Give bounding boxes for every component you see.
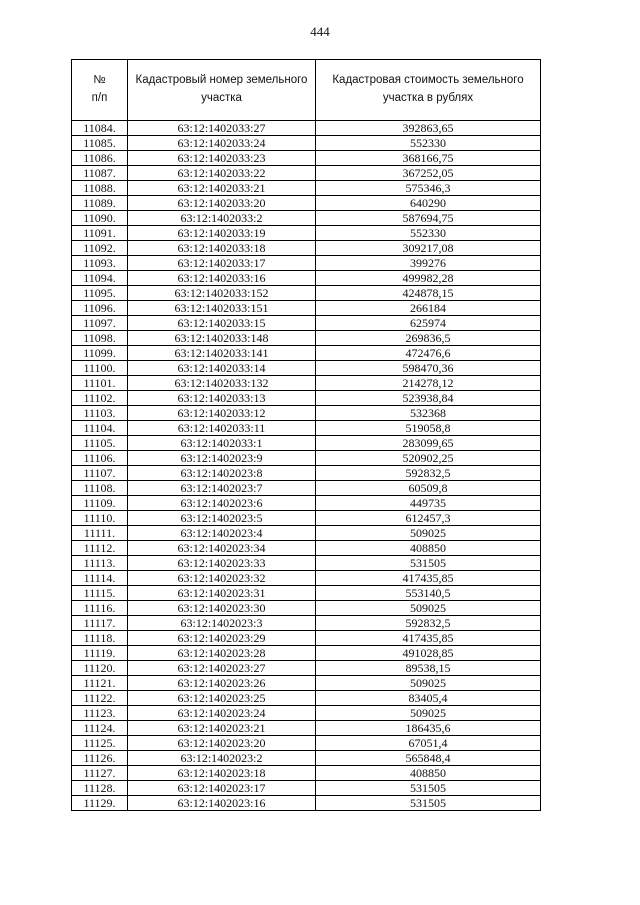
cadastral-value-cell: 592832,5	[316, 616, 541, 631]
cadastral-number-cell: 63:12:1402023:26	[128, 676, 316, 691]
cadastral-value-cell: 592832,5	[316, 466, 541, 481]
cadastral-number-cell: 63:12:1402033:19	[128, 226, 316, 241]
cadastral-number-cell: 63:12:1402023:34	[128, 541, 316, 556]
header-row	[72, 60, 541, 121]
table-row	[72, 511, 541, 526]
table-row	[72, 631, 541, 646]
table-row	[72, 241, 541, 256]
row-number-cell: 11097.	[72, 316, 128, 331]
cadastral-value-cell: 532368	[316, 406, 541, 421]
cadastral-value-cell: 640290	[316, 196, 541, 211]
cadastral-number-cell: 63:12:1402023:5	[128, 511, 316, 526]
cadastral-value-cell: 531505	[316, 796, 541, 811]
table-row	[72, 586, 541, 601]
cadastral-value-cell: 531505	[316, 781, 541, 796]
cadastral-number-cell: 63:12:1402023:2	[128, 751, 316, 766]
cadastral-value-cell: 309217,08	[316, 241, 541, 256]
row-number-cell: 11100.	[72, 361, 128, 376]
row-number-cell: 11110.	[72, 511, 128, 526]
cadastral-value-cell: 552330	[316, 136, 541, 151]
cadastral-value-cell: 214278,12	[316, 376, 541, 391]
table-row	[72, 136, 541, 151]
cadastral-value-cell: 67051,4	[316, 736, 541, 751]
cadastral-value-cell: 612457,3	[316, 511, 541, 526]
cadastral-value-cell: 367252,05	[316, 166, 541, 181]
table-row	[72, 616, 541, 631]
table-row	[72, 406, 541, 421]
table-row	[72, 166, 541, 181]
table-row	[72, 421, 541, 436]
cadastral-number-cell: 63:12:1402033:152	[128, 286, 316, 301]
table-row	[72, 121, 541, 136]
cadastral-number-cell: 63:12:1402033:151	[128, 301, 316, 316]
cadastral-number-cell: 63:12:1402023:6	[128, 496, 316, 511]
page-number: 444	[310, 24, 330, 39]
table-row	[72, 181, 541, 196]
cadastral-value-cell: 598470,36	[316, 361, 541, 376]
cadastral-number-cell: 63:12:1402023:32	[128, 571, 316, 586]
cadastral-number-cell: 63:12:1402033:14	[128, 361, 316, 376]
row-number-cell: 11102.	[72, 391, 128, 406]
cadastral-value-cell: 523938,84	[316, 391, 541, 406]
cadastral-value-cell: 509025	[316, 706, 541, 721]
table-row	[72, 151, 541, 166]
cadastral-number-cell: 63:12:1402023:30	[128, 601, 316, 616]
table-row	[72, 361, 541, 376]
table-row	[72, 376, 541, 391]
row-number-cell: 11089.	[72, 196, 128, 211]
cadastral-value-cell: 417435,85	[316, 571, 541, 586]
row-number-cell: 11104.	[72, 421, 128, 436]
row-number-cell: 11096.	[72, 301, 128, 316]
table-body	[72, 121, 541, 811]
cadastral-number-cell: 63:12:1402023:29	[128, 631, 316, 646]
row-number-cell: 11091.	[72, 226, 128, 241]
row-number-cell: 11124.	[72, 721, 128, 736]
row-number-cell: 11125.	[72, 736, 128, 751]
row-number-cell: 11112.	[72, 541, 128, 556]
row-number-cell: 11086.	[72, 151, 128, 166]
cadastral-number-cell: 63:12:1402023:18	[128, 766, 316, 781]
cadastral-number-cell: 63:12:1402023:24	[128, 706, 316, 721]
table-row	[72, 466, 541, 481]
cadastral-value-cell: 509025	[316, 526, 541, 541]
table-row	[72, 391, 541, 406]
cadastral-value-table	[71, 59, 541, 811]
cadastral-number-cell: 63:12:1402033:2	[128, 211, 316, 226]
cadastral-value-cell: 60509,8	[316, 481, 541, 496]
cadastral-number-cell: 63:12:1402023:25	[128, 691, 316, 706]
cadastral-value-cell: 519058,8	[316, 421, 541, 436]
table-row	[72, 796, 541, 811]
cadastral-value-cell: 531505	[316, 556, 541, 571]
cadastral-number-cell: 63:12:1402033:132	[128, 376, 316, 391]
cadastral-number-cell: 63:12:1402023:3	[128, 616, 316, 631]
cadastral-value-cell: 283099,65	[316, 436, 541, 451]
cadastral-number-cell: 63:12:1402033:27	[128, 121, 316, 136]
row-number-cell: 11119.	[72, 646, 128, 661]
table-row	[72, 721, 541, 736]
table-row	[72, 526, 541, 541]
table-row	[72, 331, 541, 346]
table-row	[72, 256, 541, 271]
cadastral-value-cell: 509025	[316, 601, 541, 616]
cadastral-value-cell: 392863,65	[316, 121, 541, 136]
cadastral-value-cell: 449735	[316, 496, 541, 511]
row-number-cell: 11108.	[72, 481, 128, 496]
table-row	[72, 601, 541, 616]
cadastral-number-cell: 63:12:1402033:24	[128, 136, 316, 151]
row-number-cell: 11093.	[72, 256, 128, 271]
row-number-cell: 11090.	[72, 211, 128, 226]
cadastral-number-cell: 63:12:1402023:20	[128, 736, 316, 751]
cadastral-number-cell: 63:12:1402023:8	[128, 466, 316, 481]
row-number-cell: 11095.	[72, 286, 128, 301]
cadastral-value-cell: 587694,75	[316, 211, 541, 226]
cadastral-number-cell: 63:12:1402033:1	[128, 436, 316, 451]
cadastral-number-cell: 63:12:1402023:21	[128, 721, 316, 736]
cadastral-value-cell: 499982,28	[316, 271, 541, 286]
cadastral-value-cell: 408850	[316, 766, 541, 781]
cadastral-value-cell: 552330	[316, 226, 541, 241]
header-cadastral-value: Кадастровая стоимость земельного участка в рублях	[316, 60, 541, 121]
cadastral-value-cell: 509025	[316, 676, 541, 691]
row-number-cell: 11121.	[72, 676, 128, 691]
row-number-cell: 11101.	[72, 376, 128, 391]
table-row	[72, 481, 541, 496]
cadastral-value-cell: 491028,85	[316, 646, 541, 661]
cadastral-number-cell: 63:12:1402023:16	[128, 796, 316, 811]
row-number-cell: 11099.	[72, 346, 128, 361]
cadastral-value-cell: 472476,6	[316, 346, 541, 361]
row-number-cell: 11126.	[72, 751, 128, 766]
row-number-cell: 11128.	[72, 781, 128, 796]
table-row	[72, 781, 541, 796]
cadastral-number-cell: 63:12:1402033:13	[128, 391, 316, 406]
row-number-cell: 11088.	[72, 181, 128, 196]
table-row	[72, 286, 541, 301]
cadastral-number-cell: 63:12:1402023:28	[128, 646, 316, 661]
table-row	[72, 451, 541, 466]
cadastral-value-cell: 520902,25	[316, 451, 541, 466]
table-row	[72, 301, 541, 316]
table-header	[72, 60, 541, 121]
table-row	[72, 766, 541, 781]
cadastral-number-cell: 63:12:1402023:27	[128, 661, 316, 676]
row-number-cell: 11105.	[72, 436, 128, 451]
row-number-cell: 11113.	[72, 556, 128, 571]
cadastral-number-cell: 63:12:1402033:18	[128, 241, 316, 256]
table-row	[72, 316, 541, 331]
table-row	[72, 541, 541, 556]
table-row	[72, 661, 541, 676]
table-row	[72, 691, 541, 706]
table-row	[72, 496, 541, 511]
table-row	[72, 706, 541, 721]
cadastral-number-cell: 63:12:1402033:17	[128, 256, 316, 271]
cadastral-value-cell: 368166,75	[316, 151, 541, 166]
row-number-cell: 11085.	[72, 136, 128, 151]
row-number-cell: 11116.	[72, 601, 128, 616]
cadastral-number-cell: 63:12:1402033:148	[128, 331, 316, 346]
row-number-cell: 11111.	[72, 526, 128, 541]
cadastral-value-cell: 408850	[316, 541, 541, 556]
cadastral-value-cell: 186435,6	[316, 721, 541, 736]
row-number-cell: 11098.	[72, 331, 128, 346]
cadastral-number-cell: 63:12:1402023:4	[128, 526, 316, 541]
table-row	[72, 436, 541, 451]
table-row	[72, 646, 541, 661]
table-row	[72, 196, 541, 211]
row-number-cell: 11094.	[72, 271, 128, 286]
cadastral-value-cell: 575346,3	[316, 181, 541, 196]
cadastral-number-cell: 63:12:1402023:33	[128, 556, 316, 571]
row-number-cell: 11129.	[72, 796, 128, 811]
cadastral-number-cell: 63:12:1402033:23	[128, 151, 316, 166]
cadastral-value-cell: 83405,4	[316, 691, 541, 706]
row-number-cell: 11117.	[72, 616, 128, 631]
row-number-cell: 11103.	[72, 406, 128, 421]
table-row	[72, 271, 541, 286]
row-number-cell: 11106.	[72, 451, 128, 466]
cadastral-number-cell: 63:12:1402033:16	[128, 271, 316, 286]
header-number-label: № п/п	[91, 74, 108, 104]
cadastral-value-cell: 417435,85	[316, 631, 541, 646]
header-number	[72, 60, 128, 121]
table-row	[72, 346, 541, 361]
cadastral-number-cell: 63:12:1402033:12	[128, 406, 316, 421]
cadastral-number-cell: 63:12:1402033:20	[128, 196, 316, 211]
cadastral-value-cell: 89538,15	[316, 661, 541, 676]
row-number-cell: 11084.	[72, 121, 128, 136]
row-number-cell: 11115.	[72, 586, 128, 601]
cadastral-value-cell: 625974	[316, 316, 541, 331]
table-row	[72, 676, 541, 691]
cadastral-number-cell: 63:12:1402023:31	[128, 586, 316, 601]
row-number-cell: 11122.	[72, 691, 128, 706]
row-number-cell: 11107.	[72, 466, 128, 481]
row-number-cell: 11118.	[72, 631, 128, 646]
cadastral-number-cell: 63:12:1402033:11	[128, 421, 316, 436]
table-row	[72, 211, 541, 226]
row-number-cell: 11120.	[72, 661, 128, 676]
cadastral-value-cell: 399276	[316, 256, 541, 271]
table-row	[72, 736, 541, 751]
table-row	[72, 226, 541, 241]
table-row	[72, 556, 541, 571]
cadastral-number-cell: 63:12:1402023:17	[128, 781, 316, 796]
cadastral-number-cell: 63:12:1402033:15	[128, 316, 316, 331]
cadastral-value-cell: 266184	[316, 301, 541, 316]
cadastral-number-cell: 63:12:1402033:22	[128, 166, 316, 181]
cadastral-number-cell: 63:12:1402023:7	[128, 481, 316, 496]
row-number-cell: 11123.	[72, 706, 128, 721]
row-number-cell: 11127.	[72, 766, 128, 781]
cadastral-value-cell: 424878,15	[316, 286, 541, 301]
table-row	[72, 751, 541, 766]
cadastral-value-cell: 565848,4	[316, 751, 541, 766]
cadastral-number-cell: 63:12:1402023:9	[128, 451, 316, 466]
cadastral-value-cell: 269836,5	[316, 331, 541, 346]
table-row	[72, 571, 541, 586]
cadastral-number-cell: 63:12:1402033:21	[128, 181, 316, 196]
row-number-cell: 11109.	[72, 496, 128, 511]
row-number-cell: 11092.	[72, 241, 128, 256]
row-number-cell: 11114.	[72, 571, 128, 586]
header-cadastral-number: Кадастровый номер земельного участка	[128, 60, 316, 121]
cadastral-number-cell: 63:12:1402033:141	[128, 346, 316, 361]
cadastral-value-cell: 553140,5	[316, 586, 541, 601]
row-number-cell: 11087.	[72, 166, 128, 181]
